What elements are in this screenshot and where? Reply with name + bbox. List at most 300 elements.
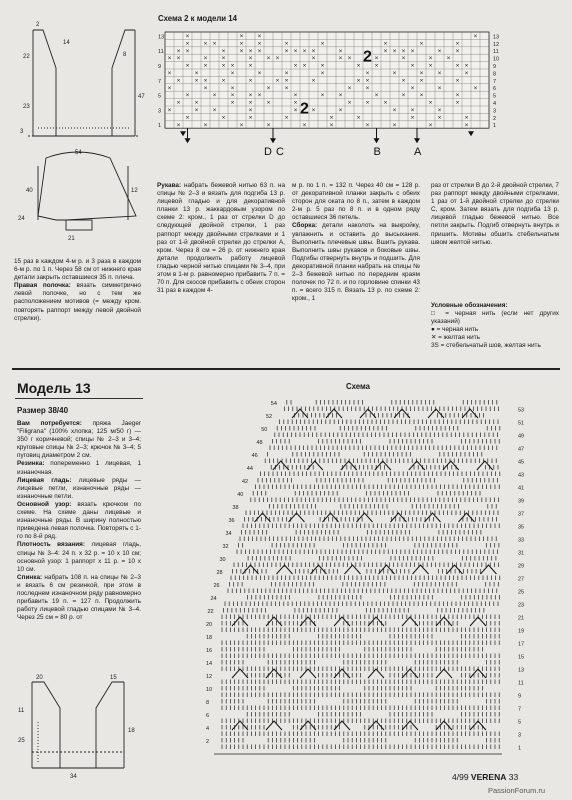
arrow-head <box>270 138 276 143</box>
cross-mark: × <box>176 99 181 107</box>
dim-label: 22 <box>23 54 30 60</box>
arrow-label: D <box>264 146 272 159</box>
dim-label: 8 <box>123 52 127 58</box>
cross-mark: × <box>257 40 262 48</box>
size-label: Размер 38/40 <box>17 406 69 415</box>
row-number: 28 <box>216 570 223 576</box>
fan-motif <box>300 721 316 730</box>
cross-mark: × <box>410 47 415 55</box>
section-heading: Спинка: <box>17 573 43 581</box>
row-number: 19 <box>518 628 525 635</box>
row-number: 10 <box>206 687 213 693</box>
fan-motif <box>402 617 418 626</box>
legend-item: 3S = стебельчатый шов, желтая нить <box>431 342 541 350</box>
fan-motif <box>402 721 418 730</box>
cross-mark: × <box>320 92 325 100</box>
model-title: Модель 13 <box>17 380 91 396</box>
cross-mark: × <box>410 84 415 92</box>
row-number: 43 <box>518 472 525 479</box>
cross-mark: × <box>356 114 361 122</box>
cross-mark: × <box>419 40 424 48</box>
row-number: 1 <box>518 745 522 752</box>
cross-mark: × <box>311 107 316 114</box>
cross-mark: × <box>410 114 415 122</box>
row-number: 11 <box>158 49 164 56</box>
fan-motif <box>436 669 452 678</box>
cross-mark: × <box>248 99 253 107</box>
garment-schematics-top <box>8 8 148 280</box>
fan-motif <box>462 409 478 418</box>
dim-label: 21 <box>68 236 75 242</box>
issue-number: 4/99 <box>452 772 469 782</box>
cross-mark: × <box>212 92 217 100</box>
row-number: 23 <box>518 602 525 609</box>
dim-label: 54 <box>75 150 82 156</box>
cross-mark: × <box>374 55 379 63</box>
cross-mark: × <box>203 55 208 63</box>
cross-mark: × <box>473 33 478 40</box>
cross-mark: × <box>176 77 181 85</box>
cross-mark: × <box>374 62 379 70</box>
cross-mark: × <box>248 55 253 63</box>
row-number: 1 <box>158 123 162 130</box>
row-number: 49 <box>518 433 525 440</box>
crochet-schema <box>196 390 572 770</box>
row-number: 52 <box>266 414 273 420</box>
cross-mark: × <box>293 47 298 55</box>
cross-mark: × <box>428 121 433 129</box>
cross-mark: × <box>428 99 433 107</box>
fan-motif <box>300 617 316 626</box>
sleeve-schematic <box>38 152 136 230</box>
cross-mark: × <box>284 47 289 55</box>
legend-item: ✕ = желтая нить <box>431 334 480 342</box>
cross-mark: × <box>203 40 208 48</box>
cross-mark: × <box>203 121 208 129</box>
cross-mark: × <box>221 55 226 63</box>
cross-mark: × <box>248 77 253 85</box>
cross-mark: × <box>239 40 244 48</box>
row-number: 6 <box>493 86 497 93</box>
fan-motif <box>311 565 327 574</box>
cross-mark: × <box>365 121 370 129</box>
cross-mark: × <box>464 114 469 122</box>
paragraph: пряжа Jaeger "Filigrana" (100% хлопка; 125 м/50 г) — 350 г коричневой; спицы № 2–3 и 3–4; круговые спицы № 2–3; крючок № 3–4; 5 пуговиц диаметром 2 см. <box>17 420 141 460</box>
dim-label: 12 <box>131 188 138 194</box>
paragraph: лицевые ряды — лицевые петли, изнаночные ряды — изнаночные петли. <box>17 476 141 500</box>
paragraph: м р. по 1 п. = 132 п. Через 40 см = 128 р. от декоративной планки закрыть с обеих сторон для оката по 8 п., затем в каждом 2-м р. 5 раз по 8 п. и в одном ряду оставшиеся 36 петель. <box>292 182 420 222</box>
cross-mark: × <box>392 47 397 55</box>
row-number: 17 <box>518 641 525 648</box>
cross-mark: × <box>455 40 460 48</box>
cross-mark: × <box>194 99 199 107</box>
cross-mark: × <box>230 62 235 70</box>
row-number: 34 <box>225 531 232 537</box>
dim-label: 15 <box>110 675 117 681</box>
chart-title: Схема 2 к модели 14 <box>158 14 237 23</box>
row-number: 13 <box>158 34 165 41</box>
cross-mark: × <box>284 114 289 122</box>
vest-schematic <box>10 672 145 784</box>
cross-mark: × <box>194 107 199 114</box>
cross-mark: × <box>212 40 217 48</box>
row-number: 46 <box>251 453 258 459</box>
cross-mark: × <box>419 92 424 100</box>
paragraph: детали наколоть на выкройку, увлажнить и оставить до высыхания. Выполнить плечевые швы. Вшить рукава. Выполнить швы рукавов и боковые швы. Подгибы отвернуть внутрь и подшить. Для декоративной планки набрать на спицы № 2–3 бежевой нитью по передним краям полочек по 72 п. и по горловине спинки 43 п. = всего 315 п. Вязать 13 р. по схеме 2: кром., 1 <box>292 222 420 303</box>
row-number: 53 <box>518 407 525 414</box>
cross-mark: × <box>329 114 334 122</box>
cross-mark: × <box>203 77 208 85</box>
dim-label: 25 <box>18 738 25 744</box>
legend-item: □ = черная нить (если нет других указаний) <box>431 310 559 326</box>
cross-mark: × <box>284 70 289 77</box>
arrow-head <box>374 138 380 143</box>
row-number: 16 <box>206 648 213 654</box>
cross-mark: × <box>239 33 244 40</box>
section-heading: Сборка: <box>292 222 318 230</box>
cross-mark: × <box>365 99 370 107</box>
schema-title: Схема <box>346 382 371 391</box>
cross-mark: × <box>185 114 190 122</box>
cross-mark: × <box>428 62 433 70</box>
cross-mark: × <box>410 62 415 70</box>
section-heading: Плотность вязания: <box>17 541 86 549</box>
legend <box>431 302 559 351</box>
cross-mark: × <box>320 70 325 77</box>
cross-mark: × <box>275 55 280 63</box>
fan-motif <box>436 617 452 626</box>
arrow-head <box>468 131 474 136</box>
cross-mark: × <box>392 70 397 77</box>
dim-label: 20 <box>36 675 43 681</box>
fan-motif <box>360 409 376 418</box>
row-number: 4 <box>206 726 210 732</box>
cross-mark: × <box>365 70 370 77</box>
row-number: 24 <box>210 596 217 602</box>
row-number: 9 <box>518 693 522 700</box>
cross-mark: × <box>302 121 307 129</box>
row-number: 7 <box>493 78 497 85</box>
paragraph: вязать симметрично левой полочке, но с тем же расположением мотивов (= между кром. повторять раппорт между левой двойной стрелки). <box>14 282 141 322</box>
cross-mark: × <box>167 55 172 63</box>
cross-mark: × <box>329 121 334 129</box>
cross-mark: × <box>167 70 172 77</box>
title-rule <box>15 398 143 399</box>
cross-mark: × <box>455 62 460 70</box>
arrow-head <box>185 138 191 143</box>
row-number: 1 <box>493 123 497 130</box>
row-number: 51 <box>518 420 525 427</box>
cross-mark: × <box>185 33 190 40</box>
row-number: 3 <box>158 108 162 115</box>
section-heading: Основной узор: <box>17 500 72 508</box>
cross-mark: × <box>230 84 235 92</box>
cross-mark: × <box>284 77 289 85</box>
cross-mark: × <box>311 77 316 85</box>
cross-mark: × <box>338 47 343 55</box>
row-number: 2 <box>493 115 497 122</box>
row-number: 4 <box>493 101 497 107</box>
section-heading: Вам потребуется: <box>17 420 82 427</box>
fan-motif <box>447 565 463 574</box>
row-number: 12 <box>206 674 213 680</box>
cross-mark: × <box>392 107 397 114</box>
chart-section-number: 2 <box>363 48 372 66</box>
cross-mark: × <box>437 47 442 55</box>
row-number: 54 <box>270 401 277 407</box>
paragraph: набрать бежевой нитью 63 п. на спицы № 2–3 и вязать для подгиба 13 р. лицевой гладью и для декоративной планки 13 р. жаккардовым узором по схеме 2: кром., 1 раз от стрелки D до следующей двойной стрелки, 1 раз раппорт между двойными стрелками и 1 раз от 1-й двойной стрелки до стрелки А, кром. Через 8 см = 26 р. от нижнего края детали продолжить работу лицевой гладью черной нитью спицами № 3–4, при этом в 1-м р. равномерно прибавить 7 п. = 70 п. Для скосов прибавить с обеих сторон 31 раз в каждом 4- <box>157 182 285 295</box>
fan-motif <box>357 513 373 522</box>
cross-mark: × <box>446 55 451 63</box>
chart-section-number: 2 <box>300 100 309 118</box>
row-number: 15 <box>518 654 525 661</box>
legend-item: ● = черная нить <box>431 326 479 334</box>
cross-mark: × <box>194 70 199 77</box>
cross-mark: × <box>221 114 226 122</box>
cross-mark: × <box>185 40 190 48</box>
row-number: 18 <box>206 635 213 641</box>
cross-mark: × <box>419 70 424 77</box>
paragraph: набрать 108 п. на спицы № 2–3 и вязать 6 см резинкой, при этом в последнем изнаночном ряду равномерно прибавить 19 п. = 127 п. Продолжить работу лицевой гладью спицами № 3–4. Через 25 см = 80 р. от <box>17 573 141 622</box>
row-number: 7 <box>158 78 162 85</box>
row-number: 22 <box>207 609 214 615</box>
cross-mark: × <box>266 99 271 107</box>
cross-mark: × <box>338 55 343 63</box>
row-number: 21 <box>518 615 525 622</box>
fan-motif <box>345 565 361 574</box>
cross-mark: × <box>311 47 316 55</box>
paragraph: попеременно 1 лицевая, 1 изнаночная. <box>17 460 141 476</box>
row-number: 5 <box>158 93 162 100</box>
cross-mark: × <box>293 92 298 100</box>
model13-instructions <box>17 420 141 622</box>
row-number: 36 <box>228 518 235 524</box>
cross-mark: × <box>167 107 172 114</box>
row-number: 8 <box>493 71 497 78</box>
cross-mark: × <box>185 47 190 55</box>
cross-mark: × <box>392 121 397 129</box>
cross-mark: × <box>338 107 343 114</box>
row-number: 9 <box>158 64 162 70</box>
row-number: 45 <box>518 459 525 466</box>
row-number: 13 <box>518 667 525 674</box>
dim-label: 24 <box>18 216 25 222</box>
cross-mark: × <box>284 84 289 92</box>
cross-mark: × <box>203 62 208 70</box>
cross-mark: × <box>347 84 352 92</box>
cross-mark: × <box>239 121 244 129</box>
arrow-head <box>180 131 186 136</box>
fan-motif <box>459 513 475 522</box>
row-number: 35 <box>518 524 525 531</box>
row-number: 42 <box>242 479 249 485</box>
front-panel-schematic <box>28 30 140 136</box>
row-number: 50 <box>261 427 268 433</box>
cross-mark: × <box>194 77 199 85</box>
page-footer <box>452 772 518 782</box>
cross-mark: × <box>248 92 253 100</box>
cross-mark: × <box>455 77 460 85</box>
text-column-1 <box>14 258 141 323</box>
cross-mark: × <box>383 40 388 48</box>
cross-mark: × <box>320 40 325 48</box>
legend-heading: Условные обозначения: <box>431 302 508 309</box>
cross-mark: × <box>383 47 388 55</box>
fan-motif <box>341 461 357 470</box>
cross-mark: × <box>230 99 235 107</box>
cross-mark: × <box>437 70 442 77</box>
dim-label: 11 <box>18 708 25 714</box>
cross-mark: × <box>401 47 406 55</box>
fan-motif <box>334 721 350 730</box>
cross-mark: × <box>275 77 280 85</box>
cross-mark: × <box>347 55 352 63</box>
cross-mark: × <box>266 121 271 129</box>
cross-mark: × <box>437 107 442 114</box>
cross-mark: × <box>176 47 181 55</box>
row-number: 13 <box>493 34 500 41</box>
row-number: 30 <box>219 557 226 563</box>
cross-mark: × <box>248 114 253 122</box>
row-number: 33 <box>518 537 525 544</box>
cross-mark: × <box>167 84 172 92</box>
cross-mark: × <box>455 47 460 55</box>
cross-mark: × <box>455 99 460 107</box>
cross-mark: × <box>293 62 298 70</box>
watermark: PassionForum.ru <box>488 786 546 795</box>
row-number: 27 <box>518 576 525 583</box>
cross-mark: × <box>185 62 190 70</box>
cross-mark: × <box>410 107 415 114</box>
cross-mark: × <box>455 92 460 100</box>
row-number: 10 <box>493 56 500 63</box>
cross-mark: × <box>356 62 361 70</box>
cross-mark: × <box>176 55 181 63</box>
cross-mark: × <box>383 99 388 107</box>
cross-mark: × <box>257 47 262 55</box>
cross-mark: × <box>257 92 262 100</box>
section-heading: Рукава: <box>157 182 182 189</box>
dim-label: 47 <box>138 94 145 100</box>
cross-mark: × <box>302 62 307 70</box>
cross-mark: × <box>176 121 181 129</box>
paragraph: вязать крючком по схеме. На схеме даны лицевые и изнаночные ряды. В ширину полностью приведена левая полочка. Повторять с 1-го по 8-й ряд. <box>17 500 142 541</box>
row-number: 25 <box>518 589 525 596</box>
cross-mark: × <box>185 92 190 100</box>
cross-mark: × <box>293 99 298 107</box>
row-number: 29 <box>518 563 525 570</box>
row-number: 5 <box>493 93 497 100</box>
row-number: 20 <box>206 622 213 628</box>
cross-mark: × <box>338 92 343 100</box>
row-number: 2 <box>206 739 210 745</box>
cross-mark: × <box>248 62 253 70</box>
magazine-name: VERENA <box>470 772 507 782</box>
cross-mark: × <box>365 77 370 85</box>
cross-mark: × <box>419 77 424 85</box>
text-column-2 <box>157 182 285 295</box>
cross-mark: × <box>221 62 226 70</box>
cross-mark: × <box>320 62 325 70</box>
arrow-label: C <box>276 146 284 159</box>
dim-label: 18 <box>128 728 135 734</box>
cross-mark: × <box>347 99 352 107</box>
fan-motif <box>323 513 339 522</box>
row-number: 14 <box>206 661 213 667</box>
dim-label: 14 <box>63 40 70 46</box>
cross-mark: × <box>248 107 253 114</box>
row-number: 32 <box>222 544 229 550</box>
row-number: 31 <box>518 550 525 557</box>
cross-mark: × <box>311 55 316 63</box>
cross-mark: × <box>374 92 379 100</box>
jacquard-chart <box>155 26 507 168</box>
cross-mark: × <box>230 92 235 100</box>
cross-mark: × <box>221 47 226 55</box>
dim-label: 40 <box>26 188 33 194</box>
section-heading: Правая полочка: <box>14 282 71 290</box>
row-number: 41 <box>518 485 525 492</box>
row-number: 47 <box>518 446 525 453</box>
row-number: 37 <box>518 511 525 518</box>
cross-mark: × <box>302 47 307 55</box>
dim-label: 3 <box>20 129 24 135</box>
row-number: 39 <box>518 498 525 505</box>
text-column-3 <box>292 182 420 303</box>
paragraph: лицевая гладь, спицы № 3–4: 24 п. х 32 р. = 10 х 10 см; основной узор: 1 раппорт х 11 р. = 10 х 10 см. <box>17 541 141 573</box>
cross-mark: × <box>221 77 226 85</box>
arrow-label: A <box>414 146 422 159</box>
cross-mark: × <box>401 55 406 63</box>
fan-motif <box>334 617 350 626</box>
section-divider <box>12 368 560 370</box>
fan-motif <box>443 461 459 470</box>
row-number: 44 <box>246 466 253 472</box>
cross-mark: × <box>464 62 469 70</box>
arrow-head <box>414 138 420 143</box>
cross-mark: × <box>473 84 478 92</box>
cross-mark: × <box>401 77 406 85</box>
row-number: 9 <box>493 64 497 70</box>
fan-motif <box>334 669 350 678</box>
row-number: 12 <box>493 41 500 48</box>
cross-mark: × <box>284 40 289 48</box>
row-number: 40 <box>237 492 244 498</box>
row-number: 6 <box>206 713 210 719</box>
row-number: 5 <box>518 719 522 726</box>
fan-motif <box>300 669 316 678</box>
cross-mark: × <box>203 84 208 92</box>
cross-mark: × <box>212 107 217 114</box>
fan-motif <box>436 721 452 730</box>
cross-mark: × <box>293 107 298 114</box>
dim-label: 23 <box>23 104 30 110</box>
cross-mark: × <box>464 70 469 77</box>
cross-mark: × <box>239 47 244 55</box>
row-number: 3 <box>493 108 497 115</box>
cross-mark: × <box>266 84 271 92</box>
cross-mark: × <box>248 47 253 55</box>
cross-mark: × <box>257 33 262 40</box>
cross-mark: × <box>437 84 442 92</box>
text-column-4 <box>431 182 559 247</box>
cross-mark: × <box>230 70 235 77</box>
row-number: 38 <box>232 505 239 511</box>
cross-mark: × <box>464 121 469 129</box>
paragraph: раз от стрелки В до 2-й двойной стрелки, 7 раз раппорт между двойными стрелками, 1 раз от 1-й двойной стрелки до стрелки С, кром. Затем вязать для подгиба 13 р. лицевой гладью бежевой нитью. Все петли закрыть. Подгиб отвернуть внутрь и пришить. Мотивы обшить стебельчатым швом желтой нитью. <box>431 182 559 246</box>
row-number: 8 <box>206 700 210 706</box>
row-number: 26 <box>213 583 220 589</box>
